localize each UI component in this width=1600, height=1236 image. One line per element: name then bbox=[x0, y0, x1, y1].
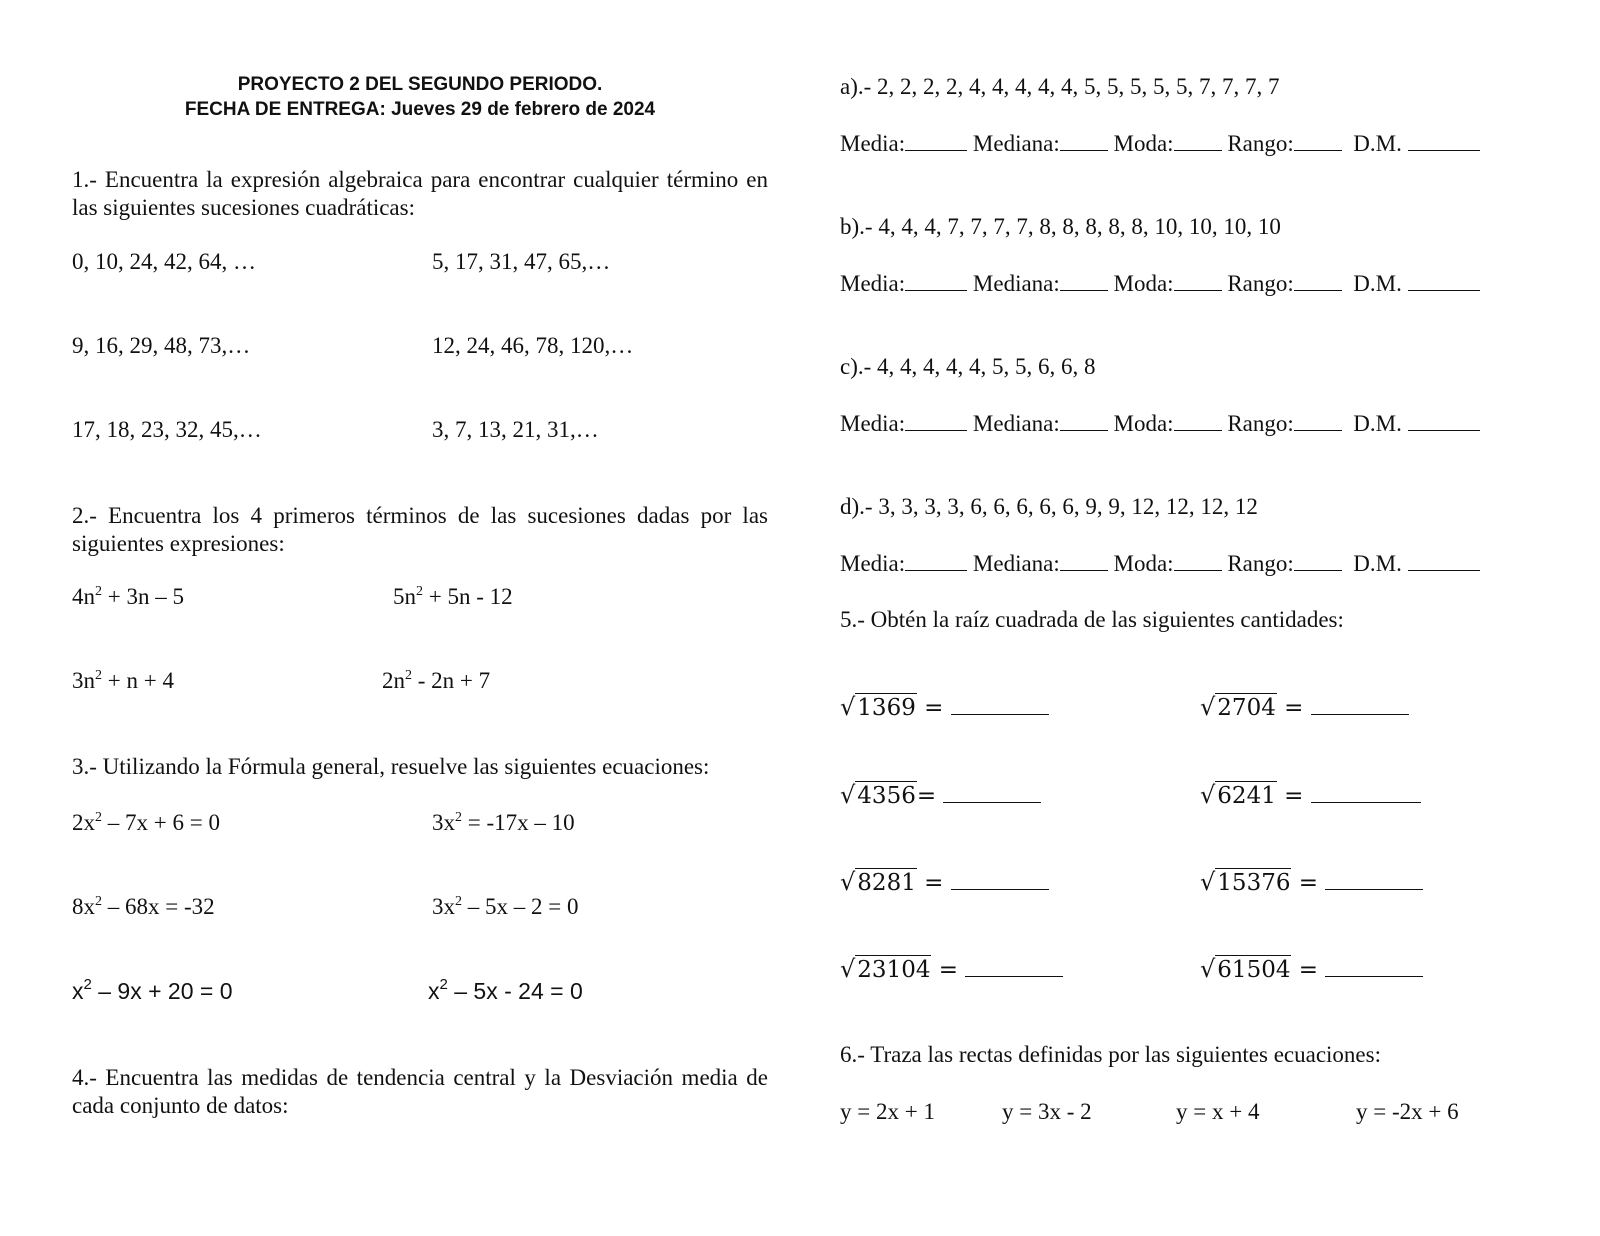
rango-label: Rango: bbox=[1227, 271, 1294, 296]
rango-label: Rango: bbox=[1227, 411, 1294, 436]
radical-icon: √ bbox=[1200, 955, 1216, 983]
moda-label: Moda: bbox=[1113, 131, 1174, 156]
rango-blank bbox=[1294, 272, 1342, 291]
dataset-c: c).- 4, 4, 4, 4, 4, 5, 5, 6, 6, 8 bbox=[840, 354, 1096, 379]
mediana-blank bbox=[1060, 132, 1108, 151]
rango-label: Rango: bbox=[1227, 551, 1294, 576]
radical-icon: √ bbox=[840, 781, 856, 809]
mediana-label: Mediana: bbox=[972, 271, 1060, 296]
dataset-a: a).- 2, 2, 2, 2, 4, 4, 4, 4, 4, 5, 5, 5, 5, 5, 7, 7, 7, 7 bbox=[840, 74, 1280, 99]
answer-blank bbox=[1311, 696, 1409, 715]
line-equation-2: y = 3x - 2 bbox=[1002, 1099, 1092, 1124]
stats-row-b bbox=[840, 271, 1480, 297]
moda-blank bbox=[1174, 412, 1222, 431]
answer-blank bbox=[1311, 784, 1421, 803]
sequence-3: 9, 16, 29, 48, 73,… bbox=[72, 333, 251, 358]
media-blank bbox=[905, 552, 967, 571]
moda-blank bbox=[1174, 132, 1222, 151]
mediana-label: Mediana: bbox=[972, 411, 1060, 436]
square-root-5: √8281 = bbox=[840, 868, 1049, 896]
dm-blank bbox=[1408, 272, 1480, 291]
equation-3: $8x^2 - 68x = -32$ bbox=[72, 894, 215, 919]
expression-3: $3n^2 + n + 4$ bbox=[72, 668, 174, 693]
dataset-b: b).- 4, 4, 4, 7, 7, 7, 7, 8, 8, 8, 8, 8, 10, 10, 10, 10 bbox=[840, 214, 1281, 239]
equation-4: $3x^2 - 5x - 2 = 0$ bbox=[432, 894, 579, 919]
rango-label: Rango: bbox=[1227, 131, 1294, 156]
moda-blank bbox=[1174, 272, 1222, 291]
moda-label: Moda: bbox=[1113, 551, 1174, 576]
equation-2: $3x^2 = -17x - 10$ bbox=[432, 810, 575, 835]
square-root-4: √6241 = bbox=[1200, 781, 1421, 809]
media-label: Media: bbox=[840, 271, 906, 296]
square-root-7: √23104 = bbox=[840, 955, 1063, 983]
answer-blank bbox=[1325, 871, 1423, 890]
answer-blank bbox=[1325, 958, 1423, 977]
dm-blank bbox=[1408, 552, 1480, 571]
dataset-d: d).- 3, 3, 3, 3, 6, 6, 6, 6, 6, 9, 9, 12, 12, 12, 12 bbox=[840, 494, 1258, 519]
question-3-prompt: 3.- Utilizando la Fórmula general, resuelve las siguientes ecuaciones: bbox=[72, 754, 710, 779]
radical-icon: √ bbox=[840, 955, 856, 983]
radical-icon: √ bbox=[1200, 781, 1216, 809]
answer-blank bbox=[951, 696, 1049, 715]
radical-icon: √ bbox=[840, 868, 856, 896]
expression-2: $5n^2 + 5n - 12$ bbox=[393, 584, 513, 609]
mediana-label: Mediana: bbox=[972, 551, 1060, 576]
media-blank bbox=[905, 412, 967, 431]
equation-6: $x^2 - 5x - 24 = 0$ bbox=[428, 976, 583, 1004]
stats-row-c bbox=[840, 411, 1480, 437]
mediana-blank bbox=[1060, 552, 1108, 571]
line-equation-4: y = -2x + 6 bbox=[1356, 1099, 1459, 1124]
question-6-prompt: 6.- Traza las rectas definidas por las siguientes ecuaciones: bbox=[840, 1042, 1381, 1067]
media-label: Media: bbox=[840, 551, 906, 576]
sequence-5: 17, 18, 23, 32, 45,… bbox=[72, 417, 262, 442]
sequence-1: 0, 10, 24, 42, 64, … bbox=[72, 249, 256, 274]
media-blank bbox=[905, 272, 967, 291]
square-root-3: √4356= bbox=[840, 781, 1041, 809]
answer-blank bbox=[943, 784, 1041, 803]
title-line-2: FECHA DE ENTREGA: Jueves 29 de febrero de 2024 bbox=[184, 99, 656, 120]
dm-label: D.M. bbox=[1353, 411, 1402, 436]
answer-blank bbox=[965, 958, 1063, 977]
square-root-8: √61504 = bbox=[1200, 955, 1423, 983]
question-2-prompt: 2.- Encuentra los 4 primeros términos de las sucesiones dadas por las siguientes expresiones: bbox=[72, 503, 768, 556]
title-line-1: PROYECTO 2 DEL SEGUNDO PERIODO. bbox=[237, 74, 603, 95]
mediana-label: Mediana: bbox=[972, 131, 1060, 156]
dm-label: D.M. bbox=[1353, 131, 1402, 156]
line-equation-3: y = x + 4 bbox=[1176, 1099, 1260, 1124]
rango-blank bbox=[1294, 412, 1342, 431]
question-1-prompt: 1.- Encuentra la expresión algebraica para encontrar cualquier término en las siguientes sucesiones cuadráticas: bbox=[72, 167, 768, 220]
mediana-blank bbox=[1060, 272, 1108, 291]
expression-1: $4n^2 + 3n - 5$ bbox=[72, 584, 184, 609]
square-root-2: √2704 = bbox=[1200, 693, 1409, 721]
square-root-1: √1369 = bbox=[840, 693, 1049, 721]
moda-label: Moda: bbox=[1113, 271, 1174, 296]
sequence-2: 5, 17, 31, 47, 65,… bbox=[432, 249, 611, 274]
media-label: Media: bbox=[840, 411, 906, 436]
expression-4: $2n^2 - 2n + 7$ bbox=[382, 668, 491, 693]
dm-label: D.M. bbox=[1353, 271, 1402, 296]
moda-label: Moda: bbox=[1113, 411, 1174, 436]
square-root-6: √15376 = bbox=[1200, 868, 1423, 896]
document-title bbox=[72, 72, 768, 122]
line-equation-1: y = 2x + 1 bbox=[840, 1099, 935, 1124]
question-5-prompt: 5.- Obtén la raíz cuadrada de las siguientes cantidades: bbox=[840, 607, 1344, 632]
equation-5: $x^2 - 9x + 20 = 0$ bbox=[72, 976, 233, 1004]
media-label: Media: bbox=[840, 131, 906, 156]
dm-blank bbox=[1408, 132, 1480, 151]
radical-icon: √ bbox=[1200, 693, 1216, 721]
question-4-prompt: 4.- Encuentra las medidas de tendencia central y la Desviación media de cada conjunto de datos: bbox=[72, 1065, 768, 1118]
radical-icon: √ bbox=[840, 693, 856, 721]
dm-blank bbox=[1408, 412, 1480, 431]
sequence-4: 12, 24, 46, 78, 120,… bbox=[432, 333, 634, 358]
equation-1: $2x^2 - 7x + 6 = 0$ bbox=[72, 810, 220, 835]
dm-label: D.M. bbox=[1353, 551, 1402, 576]
sequence-6: 3, 7, 13, 21, 31,… bbox=[432, 417, 599, 442]
moda-blank bbox=[1174, 552, 1222, 571]
media-blank bbox=[905, 132, 967, 151]
answer-blank bbox=[951, 871, 1049, 890]
rango-blank bbox=[1294, 552, 1342, 571]
radical-icon: √ bbox=[1200, 868, 1216, 896]
mediana-blank bbox=[1060, 412, 1108, 431]
stats-row-a bbox=[840, 131, 1480, 157]
rango-blank bbox=[1294, 132, 1342, 151]
stats-row-d bbox=[840, 551, 1480, 577]
